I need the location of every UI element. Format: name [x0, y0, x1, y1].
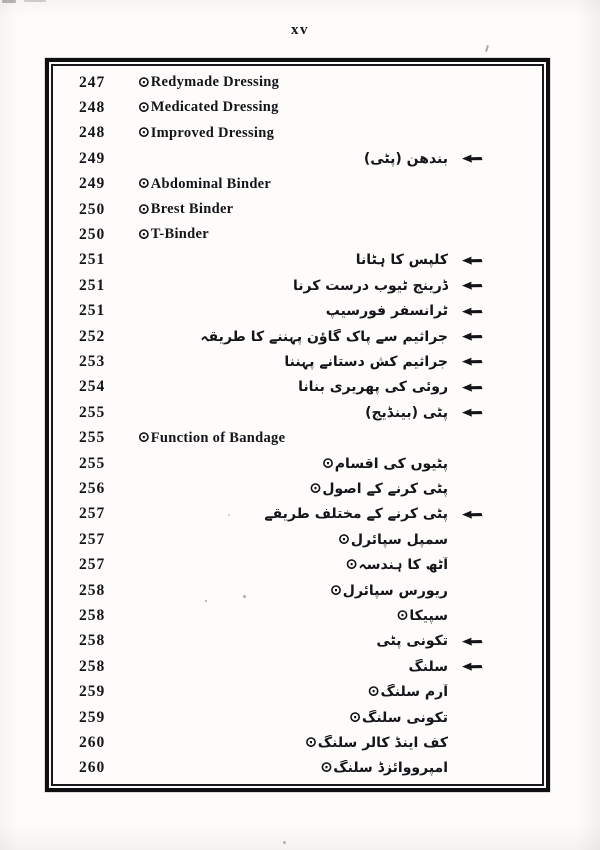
- page-number: 256: [79, 480, 106, 497]
- page-number: 255: [79, 454, 106, 472]
- toc-row: [53, 480, 542, 499]
- page-number: 258: [79, 632, 106, 650]
- arrow-slot: [450, 739, 542, 748]
- toc-inner-frame: [51, 64, 544, 786]
- scan-artifact: [283, 841, 286, 844]
- circle-dot-bullet-icon: ⊙: [338, 532, 350, 548]
- arrow-slot: [450, 485, 542, 494]
- circle-dot-bullet-icon: ⊙: [396, 608, 409, 624]
- page-number: 260: [79, 759, 106, 777]
- entry: [138, 252, 450, 268]
- entry-title: امپرووائزڈ سلنگ: [333, 760, 448, 777]
- entry-title: ٹرانسفر فورسیپ: [325, 303, 448, 320]
- left-arrow-icon: [462, 256, 483, 265]
- entry-title: ڈرینج ٹیوب درست کرنا: [293, 277, 448, 294]
- entry: [138, 557, 450, 573]
- page-number: 258: [79, 657, 106, 675]
- circle-dot-bullet-icon: ⊙: [138, 227, 150, 243]
- toc-row: [53, 759, 542, 778]
- left-arrow-icon: [462, 332, 483, 341]
- page-number: 258: [79, 581, 106, 599]
- entry-title: T-Binder: [150, 226, 210, 243]
- toc-row: [53, 683, 542, 702]
- toc-row: [53, 454, 542, 473]
- left-arrow-icon: [462, 510, 483, 519]
- scan-artifact: [24, 0, 46, 2]
- left-arrow-icon: [462, 154, 483, 163]
- page-folio: xv: [291, 22, 309, 38]
- entry-title: جراثیم کش دستانے پہننا: [284, 353, 448, 370]
- arrow-slot: [450, 612, 542, 621]
- entry: [138, 481, 450, 497]
- toc-outer-frame: [45, 58, 550, 792]
- arrow-slot: [450, 637, 542, 646]
- circle-dot-bullet-icon: ⊙: [305, 735, 317, 751]
- toc-row: [53, 149, 542, 168]
- entry-title: تکونی سلنگ: [361, 709, 448, 726]
- entry-title: تکونی پٹی: [376, 633, 448, 650]
- entry: [138, 633, 450, 649]
- toc-row: [53, 530, 542, 549]
- circle-dot-bullet-icon: ⊙: [138, 202, 150, 218]
- arrow-slot: [450, 510, 542, 519]
- toc-row: [53, 276, 542, 295]
- page-number: 250: [79, 225, 106, 243]
- entry-title: سمپل سپائرل: [350, 531, 448, 548]
- entry: [138, 506, 450, 522]
- page-number: 250: [79, 200, 106, 218]
- toc-row: [53, 708, 542, 727]
- toc-row: [53, 607, 542, 626]
- toc-row: [53, 556, 542, 575]
- page-number: 251: [79, 302, 106, 320]
- entry-title: Abdominal Binder: [150, 175, 272, 192]
- entry: [138, 608, 450, 624]
- entry-title: ریورس سپائرل: [342, 582, 448, 599]
- entry: [138, 710, 450, 726]
- page-number: 255: [79, 403, 106, 421]
- toc-row: [53, 632, 542, 651]
- circle-dot-bullet-icon: ⊙: [349, 710, 361, 726]
- left-arrow-icon: [462, 662, 483, 671]
- arrow-slot: [450, 256, 542, 265]
- entry-title: Brest Binder: [150, 201, 234, 218]
- page-number: 259: [79, 683, 106, 701]
- left-arrow-icon: [462, 408, 483, 417]
- page-number: 248: [79, 98, 106, 116]
- arrow-slot: [450, 281, 542, 290]
- entry: [138, 278, 450, 294]
- entry-title: Improved Dressing: [150, 124, 275, 141]
- entry-title: Medicated Dressing: [150, 99, 279, 116]
- circle-dot-bullet-icon: ⊙: [138, 176, 150, 192]
- left-arrow-icon: [462, 281, 483, 290]
- entry-title: سلنگ: [408, 658, 448, 675]
- page-number: 252: [79, 327, 106, 345]
- left-arrow-icon: [462, 307, 483, 316]
- circle-dot-bullet-icon: ⊙: [345, 557, 358, 573]
- circle-dot-bullet-icon: ⊙: [138, 430, 150, 446]
- entry: [138, 303, 450, 319]
- arrow-slot: [450, 713, 542, 722]
- toc-row: [53, 581, 542, 600]
- arrow-slot: [450, 103, 542, 112]
- page-number: 248: [79, 124, 106, 142]
- toc-row: [53, 352, 542, 371]
- arrow-slot: [450, 688, 542, 697]
- entry: [138, 329, 450, 345]
- arrow-slot: [450, 586, 542, 595]
- arrow-slot: [450, 535, 542, 544]
- page-number: 247: [79, 73, 106, 91]
- arrow-slot: [450, 764, 542, 773]
- entry: [138, 354, 450, 370]
- toc-row: [53, 251, 542, 270]
- arrow-slot: [450, 205, 542, 214]
- entry-title: کف اینڈ کالر سلنگ: [317, 735, 448, 752]
- arrow-slot: [450, 434, 542, 443]
- entry-title: Redymade Dressing: [150, 74, 280, 90]
- circle-dot-bullet-icon: ⊙: [367, 684, 380, 700]
- entry: [138, 201, 450, 218]
- arrow-slot: [450, 332, 542, 341]
- entry-title: پٹی کرنے کے اصول: [322, 481, 448, 497]
- arrow-slot: [450, 357, 542, 366]
- page-number: 257: [79, 530, 106, 548]
- entry-title: پٹی (بینڈیج): [365, 404, 448, 421]
- circle-dot-bullet-icon: ⊙: [138, 125, 150, 141]
- scan-artifact: [485, 45, 489, 52]
- arrow-slot: [450, 154, 542, 163]
- entry: [138, 125, 450, 142]
- toc-row: [53, 200, 542, 219]
- entry: [138, 735, 450, 751]
- scan-artifact: [2, 0, 16, 3]
- toc-row: [53, 98, 542, 117]
- page-number: 258: [79, 607, 106, 625]
- left-arrow-icon: [462, 383, 483, 392]
- entry: [138, 176, 450, 193]
- entry-title: Function of Bandage: [150, 429, 286, 446]
- entry: [138, 379, 450, 395]
- toc-row: [53, 378, 542, 397]
- entry-title: جراثیم سے پاک گاؤن پہننے کا طریقہ: [200, 328, 448, 345]
- entry: [138, 456, 450, 472]
- page-number: 253: [79, 352, 106, 370]
- arrow-slot: [450, 230, 542, 239]
- entry-title: روئی کی پھریری بنانا: [298, 379, 448, 396]
- entry: [138, 532, 450, 548]
- left-arrow-icon: [462, 637, 483, 646]
- page-number: 259: [79, 708, 106, 726]
- arrow-slot: [450, 180, 542, 189]
- arrow-slot: [450, 662, 542, 671]
- toc-row: [53, 302, 542, 321]
- circle-dot-bullet-icon: ⊙: [138, 75, 150, 90]
- page-number: 251: [79, 251, 106, 269]
- entry-title: آٹھ کا ہندسہ: [358, 557, 448, 574]
- toc-row: [53, 657, 542, 676]
- toc-row: [53, 505, 542, 524]
- arrow-slot: [450, 307, 542, 316]
- entry: [138, 226, 450, 243]
- entry-title: پٹی کرنے کے مختلف طریقے: [264, 506, 448, 523]
- toc-rows: [53, 66, 542, 784]
- page-number: 260: [79, 734, 106, 752]
- entry: [138, 151, 450, 167]
- entry: [138, 760, 450, 776]
- toc-row: [53, 124, 542, 143]
- page-number: 257: [79, 556, 106, 574]
- toc-row: [53, 403, 542, 422]
- toc-row: [53, 429, 542, 448]
- entry-title: کلپس کا ہٹانا: [355, 252, 448, 269]
- page-number: 251: [79, 276, 106, 294]
- entry-title: بندھن (پٹی): [363, 150, 448, 167]
- entry: [138, 659, 450, 675]
- entry: [138, 405, 450, 421]
- page-number: 257: [79, 505, 106, 523]
- entry: [138, 583, 450, 599]
- arrow-slot: [450, 383, 542, 392]
- toc-row: [53, 175, 542, 194]
- entry-title: آرم سلنگ: [380, 684, 448, 701]
- circle-dot-bullet-icon: ⊙: [320, 760, 333, 776]
- left-arrow-icon: [462, 357, 483, 366]
- arrow-slot: [450, 561, 542, 570]
- page-number: 255: [79, 429, 106, 447]
- toc-row: [53, 73, 542, 92]
- entry: [138, 430, 450, 447]
- arrow-slot: [450, 459, 542, 468]
- circle-dot-bullet-icon: ⊙: [330, 583, 342, 599]
- toc-row: [53, 734, 542, 753]
- circle-dot-bullet-icon: ⊙: [322, 456, 334, 472]
- entry-title: پٹیوں کی اقسام: [334, 455, 448, 472]
- entry-title: سپیکا: [409, 608, 448, 625]
- entry: [138, 99, 450, 116]
- page-number: 249: [79, 149, 106, 167]
- entry: [138, 74, 450, 91]
- entry: [138, 684, 450, 700]
- circle-dot-bullet-icon: ⊙: [138, 100, 150, 116]
- arrow-slot: [450, 129, 542, 138]
- circle-dot-bullet-icon: ⊙: [309, 481, 322, 497]
- page-number: 254: [79, 378, 106, 396]
- toc-row: [53, 225, 542, 244]
- page-number: 249: [79, 175, 106, 193]
- toc-row: [53, 327, 542, 346]
- arrow-slot: [450, 408, 542, 417]
- arrow-slot: [450, 78, 542, 87]
